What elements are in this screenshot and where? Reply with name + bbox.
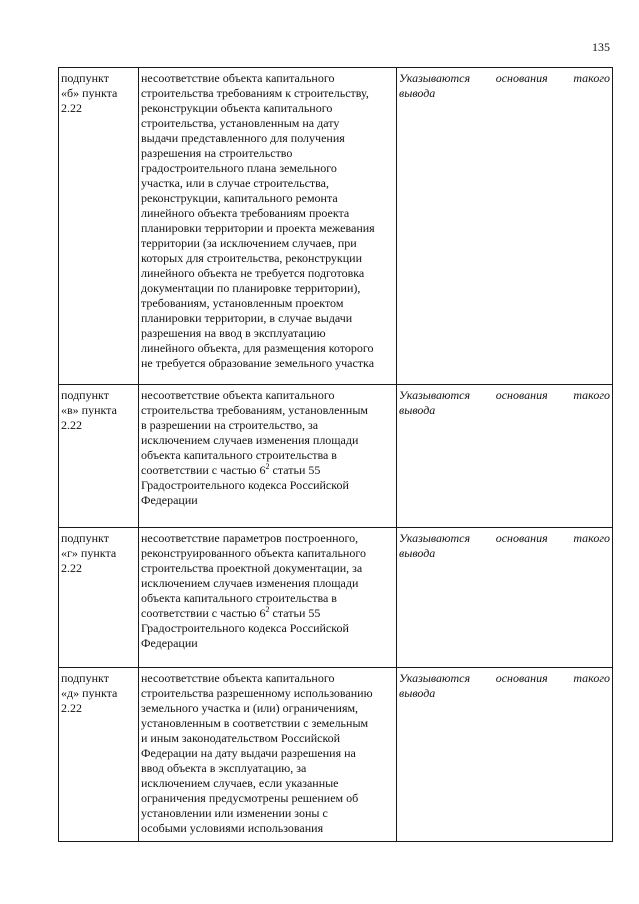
reference-cell	[59, 528, 139, 668]
reason-text	[141, 531, 394, 651]
note-word: такого	[573, 388, 610, 402]
note-word: основания	[495, 388, 548, 402]
superscript-index: 2	[265, 605, 270, 614]
reason-text: несоответствие объекта капитального строительства разрешенному использованию земельного участка и (или) ограничениям, установленным в соответствии с земельным и иным законодательством Российской Федерации на дату выдачи разрешения на ввод объекта в эксплуатацию, за исключением случаев, если указанные ограничения предусмотрены решением об установлении или изменении зоны с особыми условиями использования	[141, 671, 373, 835]
table-row	[59, 668, 613, 842]
reason-cell	[139, 668, 397, 842]
table-row	[59, 528, 613, 668]
reason-text-part: статьи 55 Градостроительного кодекса Российской Федерации	[141, 463, 349, 507]
grounds-table	[58, 67, 613, 842]
reference-cell	[59, 68, 139, 385]
note-word: такого	[573, 671, 610, 685]
reference-text: подпункт «б» пункта 2.22	[61, 71, 118, 115]
reason-cell	[139, 385, 397, 528]
note-word: такого	[573, 71, 610, 85]
note-first-line	[399, 388, 610, 403]
reference-text: подпункт «в» пункта 2.22	[61, 388, 117, 432]
reference-cell	[59, 668, 139, 842]
note-word: Указываются	[399, 388, 471, 402]
note-cell	[397, 385, 613, 528]
reference-cell	[59, 385, 139, 528]
note-cell	[397, 68, 613, 385]
note-word: основания	[495, 531, 548, 545]
note-first-line	[399, 71, 610, 86]
note-word: основания	[495, 71, 548, 85]
page-number: 135	[592, 40, 610, 54]
reason-text: несоответствие объекта капитального строительства требованиям к строительству, реконструкции объекта капитального строительства, установленным на дату выдачи представленного для получения разрешения на строительство градостроительного плана земельного участка, или в случае строительства, реконструкции, капитального ремонта линейного объекта требованиям проекта планировки территории и проекта межевания территории (за исключением случаев, при которых для строительства, реконструкции линейного объекта не требуется подготовка документации по планировке территории), требованиям, установленным проектом планировки территории, в случае выдачи разрешения на ввод в эксплуатацию линейного объекта, для размещения которого не требуется образование земельного участка	[141, 71, 375, 370]
note-word: такого	[573, 531, 610, 545]
superscript-index: 2	[265, 462, 270, 471]
note-first-line	[399, 531, 610, 546]
note-first-line	[399, 671, 610, 686]
reason-text	[141, 388, 394, 508]
note-word: Указываются	[399, 71, 471, 85]
reference-text: подпункт «г» пункта 2.22	[61, 531, 117, 575]
table-row	[59, 385, 613, 528]
table-row	[59, 68, 613, 385]
reason-cell	[139, 528, 397, 668]
reason-text-part: статьи 55 Градостроительного кодекса Российской Федерации	[141, 606, 349, 650]
note-cell	[397, 528, 613, 668]
note-rest: вывода	[399, 403, 436, 417]
note-word: Указываются	[399, 531, 471, 545]
reference-text: подпункт «д» пункта 2.22	[61, 671, 118, 715]
note-rest: вывода	[399, 546, 436, 560]
reason-text-part: несоответствие параметров построенного, реконструированного объекта капитального строительства проектной документации, за исключением случаев изменения площади объекта капитального строительства в соответствии с частью 6	[141, 531, 366, 620]
note-rest: вывода	[399, 686, 436, 700]
note-cell	[397, 668, 613, 842]
reason-cell	[139, 68, 397, 385]
note-word: основания	[495, 671, 548, 685]
note-word: Указываются	[399, 671, 471, 685]
reason-text-part: несоответствие объекта капитального строительства требованиям, установленным в разрешении на строительство, за исключением случаев изменения площади объекта капитального строительства в соответствии с частью 6	[141, 388, 368, 477]
note-rest: вывода	[399, 86, 436, 100]
